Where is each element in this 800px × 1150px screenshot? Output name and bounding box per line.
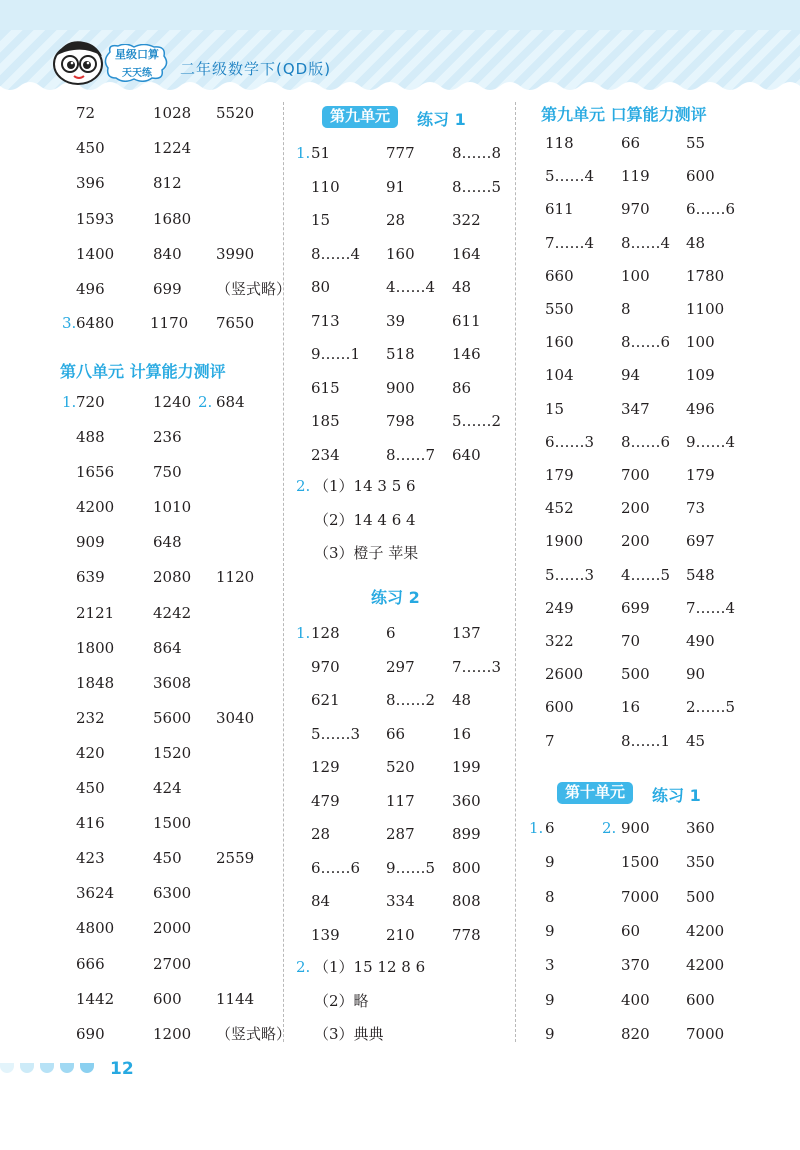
answer-cell: 90 — [686, 665, 706, 684]
answer-cell: 1848 — [76, 673, 115, 692]
answer-cell: 160 — [386, 244, 415, 263]
answer-cell: 73 — [686, 499, 706, 518]
question-number: 2. — [296, 958, 311, 976]
answer-cell: 4……4 — [386, 278, 436, 296]
answer-cell: 347 — [621, 399, 650, 418]
answer-cell: 3608 — [153, 673, 192, 692]
answer-cell: 91 — [386, 177, 406, 196]
answer-cell: 6300 — [153, 884, 192, 903]
answer-cell: 6……6 — [686, 200, 736, 219]
answer-cell: 420 — [76, 743, 105, 762]
answer-cell: 9……1 — [311, 345, 361, 363]
answer-cell: 1120 — [216, 568, 255, 587]
answer-cell: 452 — [545, 499, 574, 518]
question-number: 3. — [62, 314, 77, 332]
answer-cell: 1656 — [76, 463, 115, 482]
answer-cell: 6……6 — [311, 858, 361, 877]
answer-cell: 615 — [311, 378, 340, 397]
answer-cell: 9……4 — [686, 432, 736, 451]
answer-cell: 899 — [452, 825, 481, 843]
answer-cell: 6 — [386, 624, 396, 642]
answer-cell: 479 — [311, 791, 340, 810]
answer-cell: 820 — [621, 1024, 650, 1043]
answer-cell: 60 — [621, 921, 641, 940]
answer-cell: 611 — [452, 311, 481, 330]
answer-cell: 621 — [311, 691, 340, 709]
answer-cell: 2000 — [153, 919, 192, 938]
page-number: 12 — [110, 1059, 134, 1079]
answer-cell: 699 — [621, 598, 650, 617]
answer-cell: 179 — [545, 466, 574, 484]
answer-cell: 334 — [386, 892, 415, 910]
answer-line: （2）略 — [314, 991, 369, 1010]
answer-cell: 200 — [621, 532, 650, 551]
answer-cell: 697 — [686, 532, 715, 551]
answer-cell: 8……8 — [452, 144, 502, 162]
mascot-icon — [48, 34, 110, 86]
answer-cell: 16 — [621, 698, 641, 717]
answer-cell: 500 — [621, 665, 650, 684]
answer-cell: 5520 — [216, 104, 255, 122]
answer-cell: 8……4 — [311, 244, 361, 263]
answer-cell: 416 — [76, 814, 105, 833]
book-title: 二年级数学下(QD版) — [180, 60, 332, 78]
answer-cell: 840 — [153, 244, 182, 263]
answer-cell: 86 — [452, 378, 472, 397]
answer-cell: 4242 — [153, 603, 192, 622]
question-number: 2. — [296, 477, 311, 495]
answer-cell: 8……1 — [621, 731, 671, 750]
exercise-title-unit9-ex2: 练习 2 — [371, 588, 420, 607]
answer-cell: 1010 — [153, 498, 192, 517]
answer-cell: 600 — [686, 990, 715, 1009]
page-header — [0, 0, 800, 92]
answer-cell: 684 — [216, 393, 245, 411]
answer-cell: （竖式略） — [216, 280, 292, 298]
answer-cell: 4200 — [76, 498, 115, 517]
answer-cell: 104 — [545, 366, 574, 385]
answer-cell: 16 — [452, 724, 472, 743]
answer-cell: 370 — [621, 956, 650, 975]
answer-cell: 518 — [386, 345, 415, 363]
answer-cell: 1500 — [621, 853, 660, 872]
answer-cell: 109 — [686, 366, 715, 385]
answer-cell: 117 — [386, 791, 415, 810]
answer-cell: 236 — [153, 428, 182, 446]
answer-cell: 750 — [153, 463, 182, 482]
answer-cell: 400 — [621, 990, 650, 1009]
answer-cell: 2559 — [216, 849, 255, 868]
answer-cell: 179 — [686, 466, 715, 484]
answer-cell: 600 — [153, 989, 182, 1008]
answer-cell: 48 — [452, 278, 472, 296]
brand-logo — [104, 44, 170, 82]
answer-cell: 798 — [386, 412, 415, 430]
answer-cell: 80 — [311, 278, 331, 296]
answer-cell: 970 — [311, 657, 340, 676]
answer-cell: 100 — [621, 266, 650, 285]
answer-cell: 8……7 — [386, 445, 436, 464]
answer-cell: 45 — [686, 731, 706, 750]
answer-cell: 322 — [452, 211, 481, 229]
answer-cell: 84 — [311, 892, 331, 910]
answer-cell: 1593 — [76, 209, 115, 228]
answer-cell: 450 — [76, 779, 105, 797]
answer-cell: 2……5 — [686, 698, 736, 717]
answer-cell: 185 — [311, 412, 340, 430]
answer-cell: 1200 — [153, 1024, 192, 1043]
answer-cell: 7……4 — [686, 598, 736, 617]
answer-cell: 3 — [545, 956, 555, 975]
answer-cell: 66 — [621, 134, 641, 152]
answer-cell: 200 — [621, 499, 650, 518]
answer-cell: 713 — [311, 311, 340, 330]
answer-cell: 137 — [452, 624, 481, 642]
answer-cell: 5600 — [153, 708, 192, 727]
answer-line: （3）橙子 苹果 — [314, 544, 419, 562]
logo-text-line1: 星级口算 — [115, 48, 159, 61]
answer-cell: 8……6 — [621, 432, 671, 451]
answer-cell: 1224 — [153, 139, 192, 158]
answer-cell: 777 — [386, 144, 415, 162]
answer-cell: 396 — [76, 174, 105, 193]
answer-cell: 4800 — [76, 919, 115, 938]
answer-cell: 1170 — [150, 314, 189, 332]
answer-cell: 496 — [76, 280, 105, 298]
answer-cell: 1144 — [216, 989, 255, 1008]
answer-cell: 234 — [311, 445, 340, 464]
answer-cell: 8 — [621, 300, 631, 318]
answer-cell: 2080 — [153, 568, 192, 587]
answer-cell: 1240 — [153, 393, 192, 411]
answer-cell: 48 — [686, 233, 706, 252]
header-wave-edge — [0, 82, 800, 92]
answer-cell: 297 — [386, 657, 415, 676]
answer-cell: 70 — [621, 632, 641, 650]
section-title-unit8: 第八单元 计算能力测评 — [60, 362, 226, 381]
exercise-title-unit10-ex1: 练习 1 — [652, 786, 701, 805]
answer-cell: 39 — [386, 311, 406, 330]
answer-cell: 9 — [545, 990, 555, 1009]
answer-cell: 600 — [686, 167, 715, 186]
answer-cell: 66 — [386, 724, 406, 743]
answer-cell: 3990 — [216, 244, 255, 263]
answer-cell: 160 — [545, 333, 574, 352]
answer-cell: 2600 — [545, 665, 584, 684]
answer-cell: 490 — [686, 632, 715, 650]
answer-cell: 520 — [386, 758, 415, 776]
answer-cell: 55 — [686, 134, 706, 152]
answer-cell: 1100 — [686, 300, 725, 318]
answer-cell: 8……5 — [452, 177, 502, 196]
answer-cell: 7……4 — [545, 233, 595, 252]
answer-cell: 648 — [153, 533, 182, 552]
answer-cell: 778 — [452, 925, 481, 944]
question-number: 1. — [62, 393, 77, 411]
answer-cell: 900 — [621, 819, 650, 837]
answer-cell: 7000 — [686, 1024, 725, 1043]
answer-cell: 146 — [452, 345, 481, 363]
answer-cell: 118 — [545, 134, 574, 152]
answer-cell: 1028 — [153, 104, 192, 122]
answer-cell: 6……3 — [545, 432, 595, 451]
answer-cell: 9 — [545, 1024, 555, 1043]
answer-cell: 5……4 — [545, 167, 595, 186]
answer-cell: 600 — [545, 698, 574, 717]
answer-cell: 2121 — [76, 603, 115, 622]
answer-cell: 970 — [621, 200, 650, 219]
answer-cell: 550 — [545, 300, 574, 318]
answer-cell: 1900 — [545, 532, 584, 551]
answer-cell: 51 — [311, 144, 331, 162]
answer-cell: 690 — [76, 1024, 105, 1043]
question-number: 2. — [602, 819, 617, 837]
answer-cell: 8……4 — [621, 233, 671, 252]
answer-cell: 6480 — [76, 314, 115, 332]
answer-cell: 700 — [621, 466, 650, 484]
answer-cell: 4200 — [686, 956, 725, 975]
answer-cell: 900 — [386, 378, 415, 397]
answer-cell: 9 — [545, 921, 555, 940]
answer-cell: 808 — [452, 892, 481, 910]
answer-cell: 322 — [545, 632, 574, 650]
answer-cell: （竖式略） — [216, 1024, 292, 1043]
answer-cell: 128 — [311, 624, 340, 642]
answer-cell: 450 — [153, 849, 182, 868]
answer-line: （1）15 12 8 6 — [314, 958, 426, 976]
answer-line: （1）14 3 5 6 — [314, 477, 416, 495]
answer-cell: 119 — [621, 167, 650, 186]
answer-cell: 210 — [386, 925, 415, 944]
answer-cell: 1800 — [76, 638, 115, 657]
answer-cell: 699 — [153, 280, 182, 298]
answer-cell: 1442 — [76, 989, 115, 1008]
answer-cell: 28 — [386, 211, 406, 229]
answer-cell: 488 — [76, 428, 105, 446]
column-divider-1 — [283, 102, 284, 1042]
answer-cell: 129 — [311, 758, 340, 776]
question-number: 1. — [529, 819, 544, 837]
answer-cell: 909 — [76, 533, 105, 552]
answer-cell: 350 — [686, 853, 715, 872]
answer-cell: 812 — [153, 174, 182, 193]
unit10-badge: 第十单元 — [557, 782, 633, 804]
answer-cell: 1400 — [76, 244, 115, 263]
answer-cell: 864 — [153, 638, 182, 657]
answer-cell: 450 — [76, 139, 105, 158]
answer-cell: 639 — [76, 568, 105, 587]
answer-cell: 8……6 — [621, 333, 671, 352]
section-title-unit9-test: 第九单元 口算能力测评 — [541, 105, 707, 124]
answer-cell: 94 — [621, 366, 641, 385]
answer-cell: 360 — [452, 791, 481, 810]
exercise-title-unit9-ex1: 练习 1 — [417, 110, 466, 129]
answer-cell: 800 — [452, 858, 481, 877]
answer-cell: 9……5 — [386, 858, 436, 877]
answer-cell: 496 — [686, 399, 715, 418]
answer-cell: 7……3 — [452, 657, 502, 676]
answer-cell: 5……2 — [452, 412, 502, 430]
answer-cell: 1780 — [686, 266, 725, 285]
answer-cell: 4……5 — [621, 565, 671, 584]
answer-cell: 5……3 — [311, 724, 361, 743]
answer-cell: 7650 — [216, 314, 255, 332]
question-number: 1. — [296, 624, 311, 642]
answer-line: （3）典典 — [314, 1025, 384, 1043]
answer-cell: 720 — [76, 393, 105, 411]
answer-cell: 5……3 — [545, 565, 595, 584]
answer-cell: 232 — [76, 708, 105, 727]
answer-cell: 139 — [311, 925, 340, 944]
answer-cell: 666 — [76, 954, 105, 973]
answer-cell: 1500 — [153, 814, 192, 833]
answer-cell: 3040 — [216, 708, 255, 727]
answer-cell: 640 — [452, 445, 481, 464]
answer-cell: 548 — [686, 565, 715, 584]
column-divider-2 — [515, 102, 516, 1042]
answer-cell: 199 — [452, 758, 481, 776]
answer-cell: 110 — [311, 177, 340, 196]
answer-cell: 7000 — [621, 887, 660, 906]
unit9-badge: 第九单元 — [322, 106, 398, 128]
answer-cell: 660 — [545, 266, 574, 285]
answer-cell: 500 — [686, 887, 715, 906]
answer-cell: 423 — [76, 849, 105, 868]
answer-cell: 2700 — [153, 954, 192, 973]
answer-cell: 4200 — [686, 921, 725, 940]
question-number: 1. — [296, 144, 311, 162]
answer-line: （2）14 4 6 4 — [314, 510, 416, 529]
answer-cell: 1520 — [153, 743, 192, 762]
answer-cell: 287 — [386, 825, 415, 843]
answer-cell: 611 — [545, 200, 574, 219]
answer-cell: 100 — [686, 333, 715, 352]
answer-cell: 1680 — [153, 209, 192, 228]
answer-cell: 6 — [545, 819, 555, 837]
answer-cell: 28 — [311, 825, 331, 843]
answer-cell: 8……2 — [386, 691, 436, 709]
answer-cell: 9 — [545, 853, 555, 872]
answer-cell: 424 — [153, 779, 182, 797]
answer-cell: 249 — [545, 598, 574, 617]
answer-cell: 8 — [545, 887, 555, 906]
answer-cell: 72 — [76, 104, 96, 122]
logo-text-line2: 天天练 — [122, 68, 152, 79]
answer-cell: 7 — [545, 731, 555, 750]
answer-cell: 360 — [686, 819, 715, 837]
question-number: 2. — [198, 393, 213, 411]
answer-cell: 3624 — [76, 884, 115, 903]
answer-cell: 164 — [452, 244, 481, 263]
answer-cell: 15 — [545, 399, 565, 418]
answer-cell: 15 — [311, 211, 331, 229]
answer-cell: 48 — [452, 691, 472, 709]
